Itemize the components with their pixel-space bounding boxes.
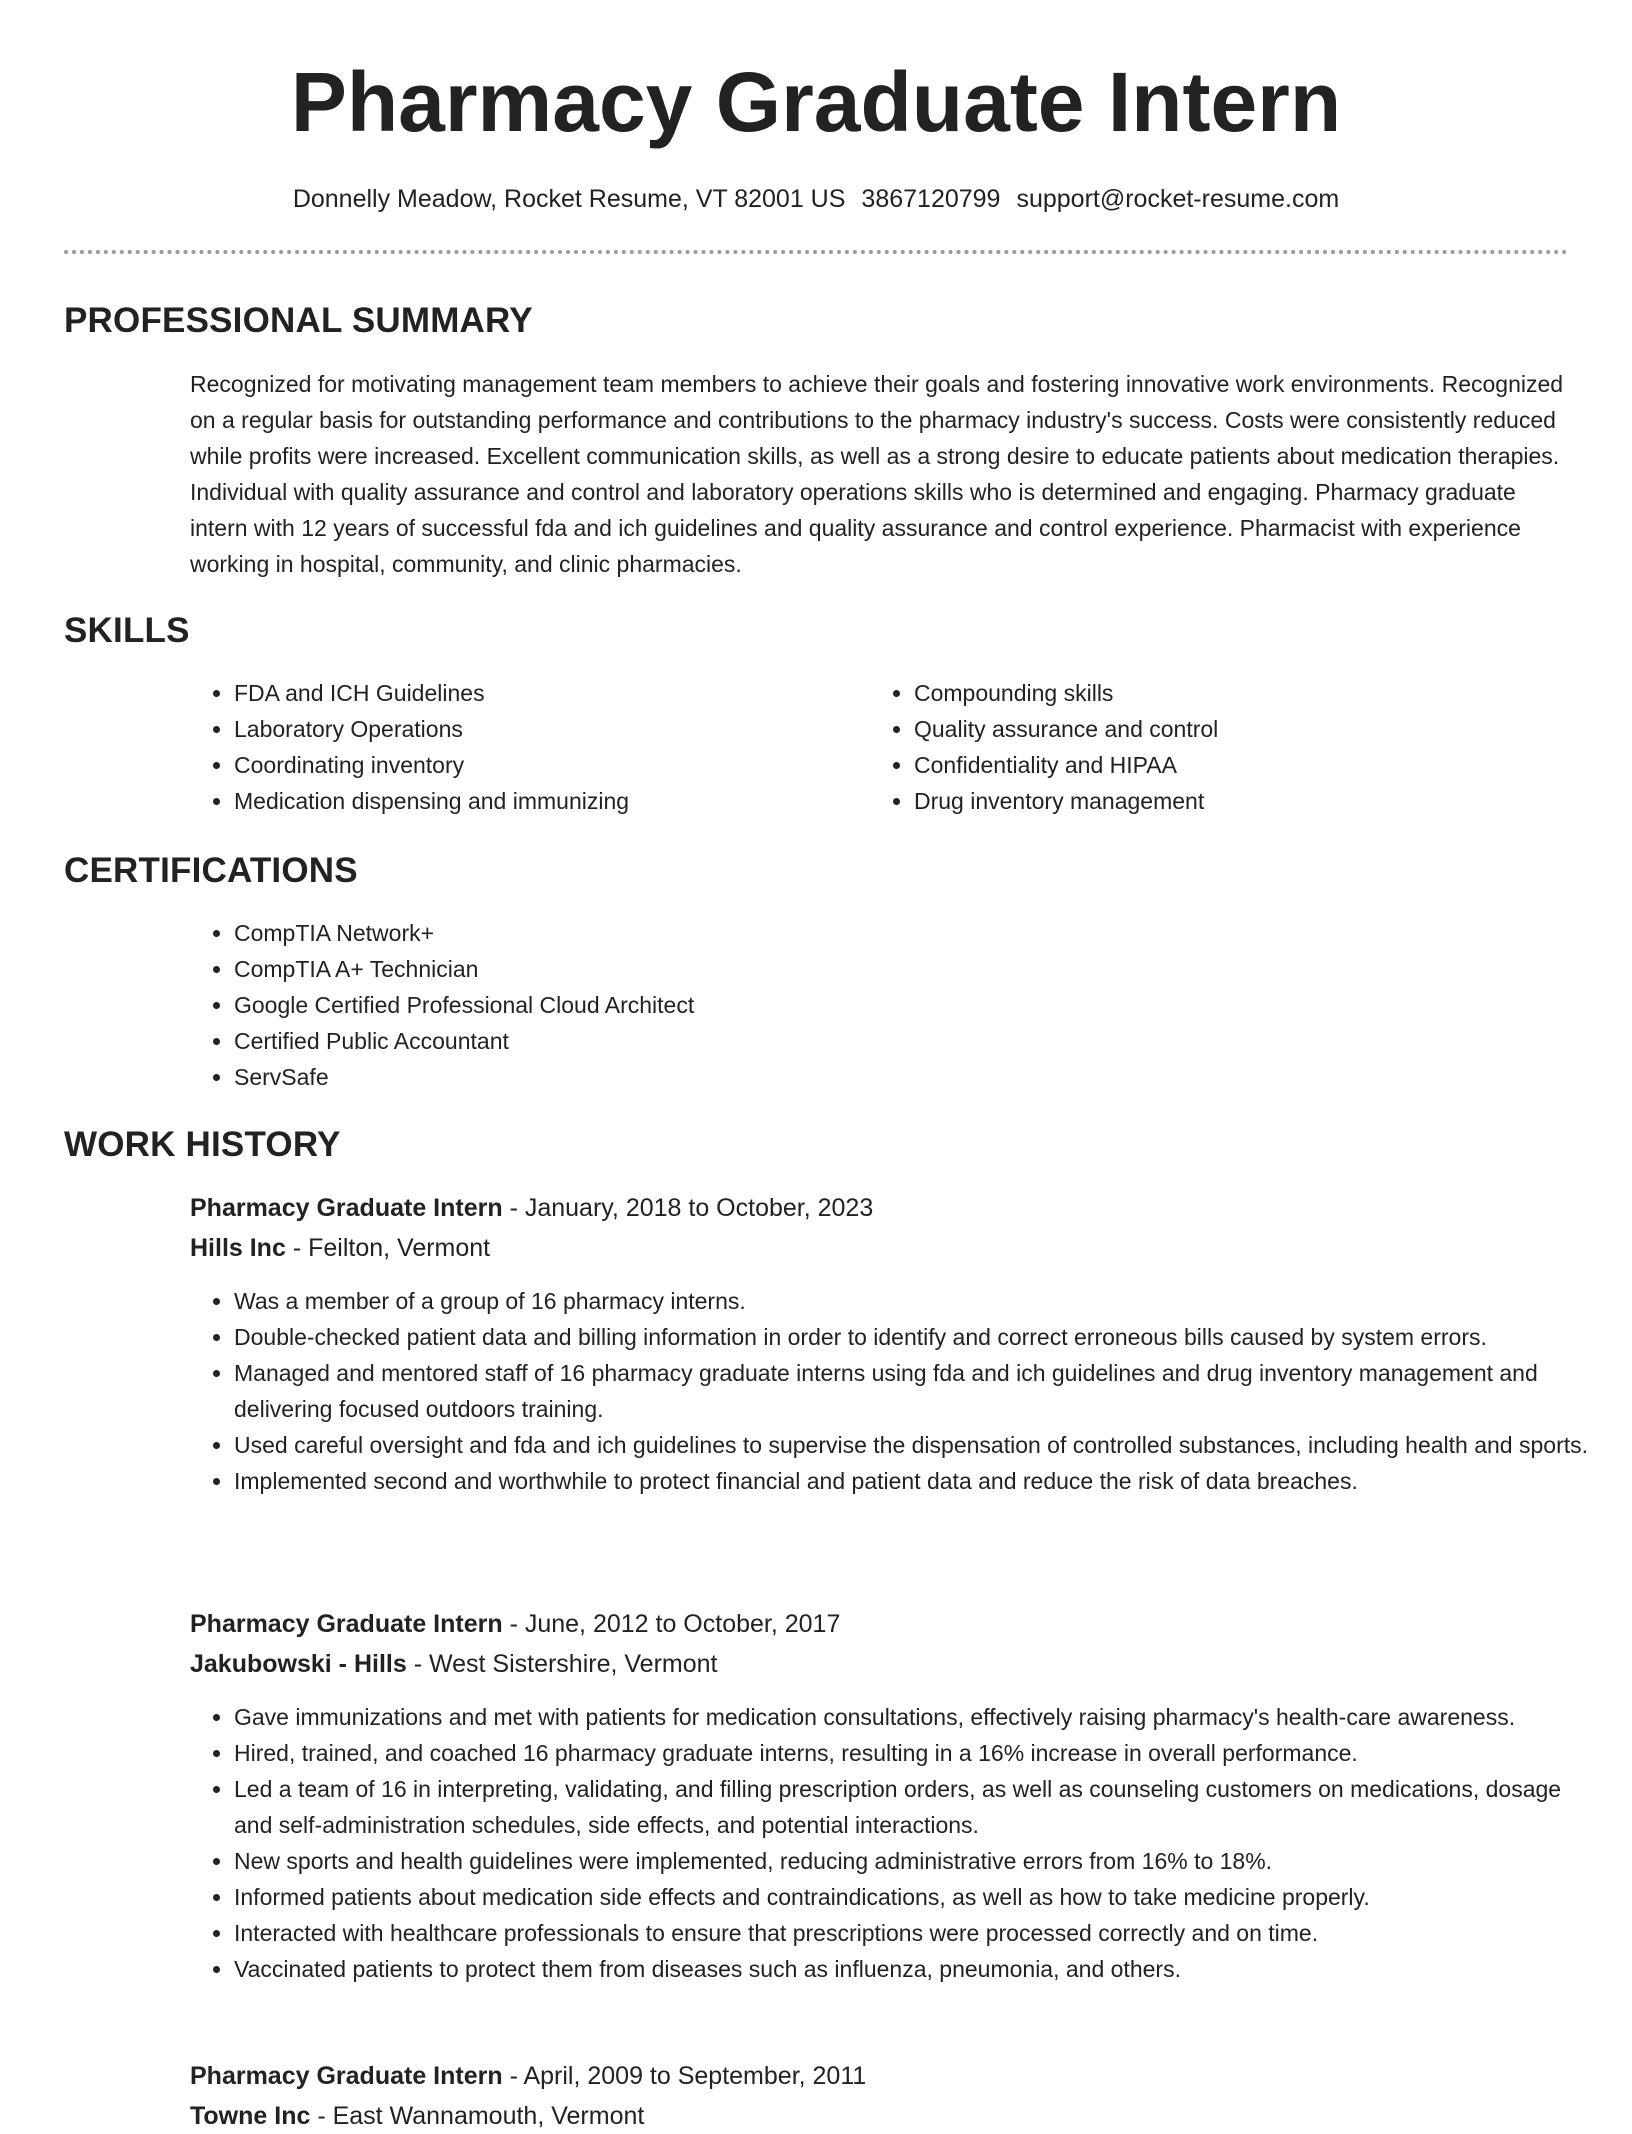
job-title: Pharmacy Graduate Intern: [190, 1194, 503, 1222]
skill-item: • Confidentiality and HIPAA: [914, 747, 1574, 783]
job-title-line: [190, 1190, 873, 1226]
skill-item: • Medication dispensing and immunizing: [234, 783, 874, 819]
job-title: Pharmacy Graduate Intern: [190, 1610, 503, 1638]
skill-item: • Laboratory Operations: [234, 711, 874, 747]
job-bullet: • Was a member of a group of 16 pharmacy interns.: [234, 1283, 1594, 1319]
job-company-line: [190, 1230, 490, 1266]
skill-item: • Drug inventory management: [914, 783, 1574, 819]
job-company: Hills Inc: [190, 1234, 286, 1262]
job-bullet: • Double-checked patient data and billing information in order to identify and correct erroneous bills caused by system errors.: [234, 1319, 1594, 1355]
job-company: Jakubowski - Hills: [190, 1650, 407, 1678]
job-location: - West Sistershire, Vermont: [406, 1650, 718, 1678]
job-bullet: • Used careful oversight and fda and ich guidelines to supervise the dispensation of controlled substances, including health and sports.: [234, 1427, 1594, 1463]
contact-email: support@rocket-resume.com: [1016, 185, 1340, 213]
section-title-summary: PROFESSIONAL SUMMARY: [64, 301, 533, 340]
certification-item: • Certified Public Accountant: [234, 1023, 1574, 1059]
job-bullet: • Managed and mentored staff of 16 pharmacy graduate interns using fda and ich guidelines and drug inventory management and delivering focused outdoors training.: [234, 1355, 1594, 1427]
job-bullets: [190, 1283, 1594, 1499]
job-bullet: • Vaccinated patients to protect them from diseases such as influenza, pneumonia, and others.: [234, 1951, 1594, 1987]
job-location: - East Wannamouth, Vermont: [310, 2102, 645, 2130]
job-title: Pharmacy Graduate Intern: [190, 2062, 503, 2090]
job-bullet: • Gave immunizations and met with patients for medication consultations, effectively raising pharmacy's health-care awareness.: [234, 1699, 1594, 1735]
job-bullet: • Implemented second and worthwhile to protect financial and patient data and reduce the risk of data breaches.: [234, 1463, 1594, 1499]
job-bullet: • Interacted with healthcare professionals to ensure that prescriptions were processed correctly and on time.: [234, 1915, 1594, 1951]
job-bullet: • Hired, trained, and coached 16 pharmacy graduate interns, resulting in a 16% increase in overall performance.: [234, 1735, 1594, 1771]
summary-text: Recognized for motivating management team members to achieve their goals and fostering innovative work environments. Recognized on a regular basis for outstanding performance and contributions to the pharmacy industry's success. Costs were consistently reduced while profits were increased. Excellent communication skills, as well as a strong desire to educate patients about medication therapies. Individual with quality assurance and control and laboratory operations skills who is determined and engaging. Pharmacy graduate intern with 12 years of successful fda and ich guidelines and quality assurance and control experience. Pharmacist with experience working in hospital, community, and clinic pharmacies.: [190, 371, 1564, 577]
job-company-line: [190, 2098, 644, 2134]
certification-item: • CompTIA Network+: [234, 915, 1574, 951]
job-title-line: [190, 2058, 866, 2094]
job-company: Towne Inc: [190, 2102, 311, 2130]
header-divider: [64, 250, 1568, 254]
job-company-line: [190, 1646, 718, 1682]
resume-name: Pharmacy Graduate Intern: [290, 55, 1342, 149]
certification-item: • ServSafe: [234, 1059, 1574, 1095]
job-bullet: • Led a team of 16 in interpreting, validating, and filling prescription orders, as well as counseling customers on medications, dosage and self-administration schedules, side effects, and potential interactions.: [234, 1771, 1594, 1843]
job-dates: - April, 2009 to September, 2011: [502, 2062, 867, 2090]
contact-line: [0, 182, 1632, 216]
skill-item: • Quality assurance and control: [914, 711, 1574, 747]
contact-phone: 3867120799: [861, 185, 1001, 213]
job-bullet: • Informed patients about medication side effects and contraindications, as well as how to take medicine properly.: [234, 1879, 1594, 1915]
skill-item: • Coordinating inventory: [234, 747, 874, 783]
job-bullets: [190, 1699, 1594, 1987]
job-location: - Feilton, Vermont: [285, 1234, 491, 1262]
contact-address: Donnelly Meadow, Rocket Resume, VT 82001 US: [292, 185, 846, 213]
certification-item: • Google Certified Professional Cloud Architect: [234, 987, 1574, 1023]
skills-list-left: [190, 675, 874, 819]
job-dates: - January, 2018 to October, 2023: [502, 1194, 874, 1222]
section-title-work-history: WORK HISTORY: [64, 1125, 341, 1164]
certifications-list: [190, 915, 1574, 1095]
job-bullet: • New sports and health guidelines were implemented, reducing administrative errors from 16% to 18%.: [234, 1843, 1594, 1879]
skill-item: • Compounding skills: [914, 675, 1574, 711]
skills-list-right: [870, 675, 1574, 819]
section-title-skills: SKILLS: [64, 611, 190, 650]
job-title-line: [190, 1606, 840, 1642]
skill-item: • FDA and ICH Guidelines: [234, 675, 874, 711]
section-title-certifications: CERTIFICATIONS: [64, 851, 358, 890]
job-dates: - June, 2012 to October, 2017: [502, 1610, 841, 1638]
certification-item: • CompTIA A+ Technician: [234, 951, 1574, 987]
